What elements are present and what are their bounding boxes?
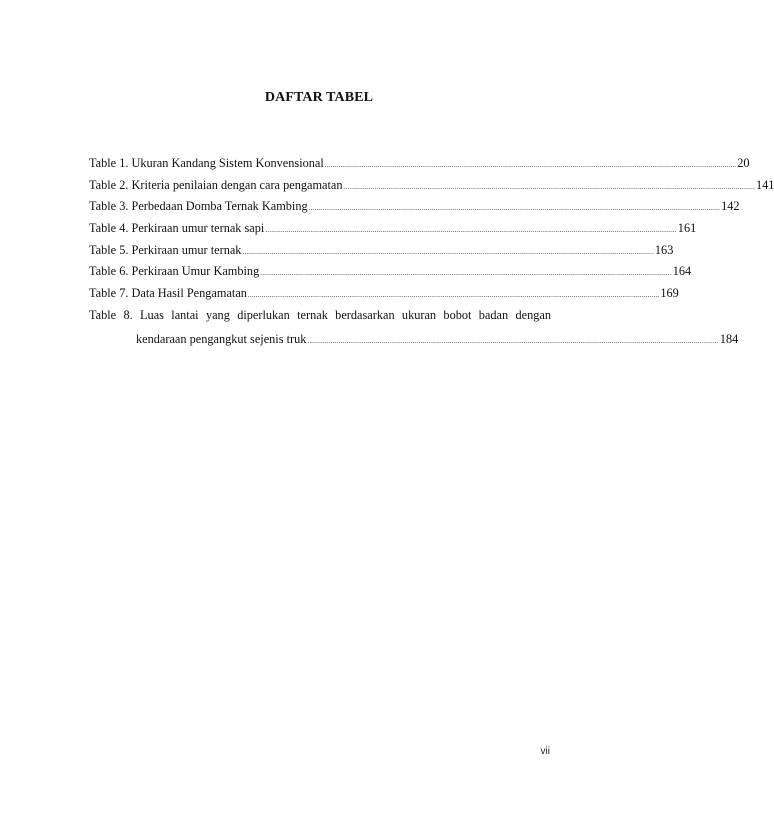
entry-label: Table 2. Kriteria penilaian dengan cara pengamatan xyxy=(89,177,343,192)
toc-entry-5[interactable] xyxy=(89,242,674,265)
dot-leader: ................................................................................................................................................................................................................... xyxy=(308,204,721,213)
toc-entry-1[interactable] xyxy=(89,156,750,178)
dot-leader: ................................................................................................................................................................................................................... xyxy=(343,182,755,191)
toc-entry-4[interactable] xyxy=(89,221,697,243)
entry-label: Table 8. Luas lantai yang diperlukan ternak berdasarkan ukuran bobot badan dengan xyxy=(89,307,551,322)
entry-page-number: 161 xyxy=(677,221,697,236)
dot-leader: ................................................................................................................................................................................................................... xyxy=(265,226,677,235)
entry-label-continuation: kendaraan pengangkut sejenis truk xyxy=(136,331,307,346)
entry-continuation-line xyxy=(89,331,739,354)
table-list xyxy=(89,156,774,354)
page-number-footer: vii xyxy=(540,746,550,757)
entry-page-number: 20 xyxy=(737,156,750,170)
toc-entry-7[interactable] xyxy=(89,286,679,308)
dot-leader: ................................................................................................................................................................................................................... xyxy=(260,269,672,278)
dot-leader: ................................................................................................................................................................................................................... xyxy=(242,247,654,256)
dot-leader: ................................................................................................................................................................................................................... xyxy=(324,161,737,169)
entry-label: Table 4. Perkiraan umur ternak sapi xyxy=(89,221,265,236)
entry-label: Table 3. Perbedaan Domba Ternak Kambing xyxy=(89,199,308,214)
entry-page-number: 163 xyxy=(654,242,674,257)
dot-leader: ................................................................................................................................................................................................................... xyxy=(307,336,719,345)
entry-label: Table 6. Perkiraan Umur Kambing xyxy=(89,264,260,279)
toc-entry-6[interactable] xyxy=(89,264,692,286)
page-title: DAFTAR TABEL xyxy=(264,90,374,105)
toc-entry-8[interactable] xyxy=(89,307,739,354)
entry-page-number: 141 xyxy=(755,177,774,192)
toc-entry-3[interactable] xyxy=(89,199,740,221)
entry-page-number: 169 xyxy=(660,286,679,301)
entry-page-number: 142 xyxy=(721,199,740,214)
toc-entry-2[interactable] xyxy=(89,177,774,200)
entry-page-number: 184 xyxy=(719,331,739,346)
entry-label: Table 5. Perkiraan umur ternak xyxy=(89,242,242,257)
entry-label: Table 7. Data Hasil Pengamatan xyxy=(89,286,247,301)
entry-page-number: 164 xyxy=(672,264,692,279)
entry-label: Table 1. Ukuran Kandang Sistem Konvensional xyxy=(89,156,324,170)
dot-leader: ................................................................................................................................................................................................................... xyxy=(247,291,660,300)
